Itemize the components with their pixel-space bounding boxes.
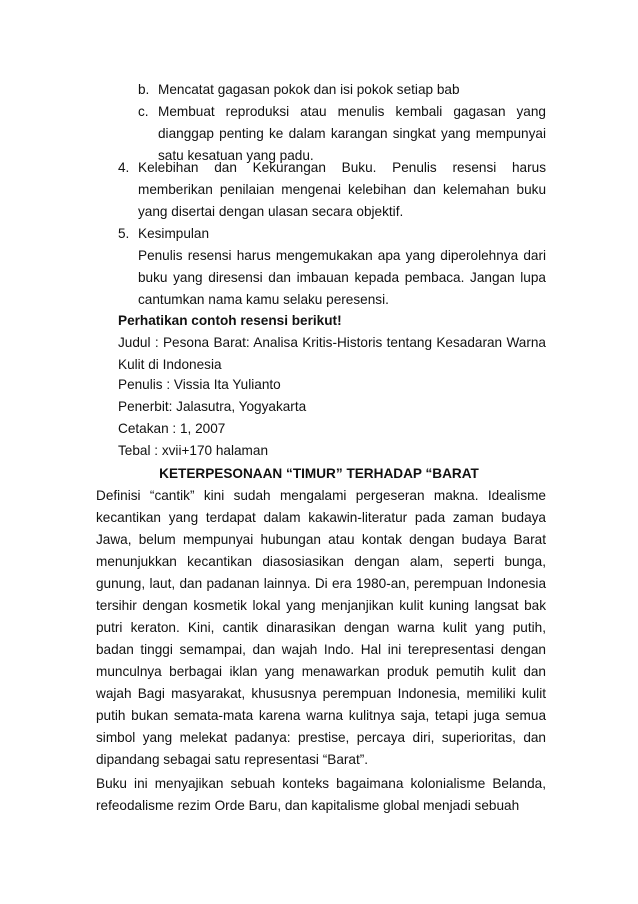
example-tebal: Tebal : xvii+170 halaman — [118, 443, 269, 458]
list-marker: 5. — [118, 226, 130, 241]
list-item-b — [138, 79, 546, 101]
list-item-heading: Kesimpulan — [138, 226, 210, 241]
article-paragraph-2: Buku ini menyajikan sebuah konteks bagaimana kolonialisme Belanda, refeodalisme rezim Orde Baru, dan kapitalisme global menjadi sebuah — [96, 776, 546, 813]
example-penulis: Penulis : Vissia Ita Yulianto — [118, 377, 281, 392]
example-cetakan: Cetakan : 1, 2007 — [118, 421, 226, 436]
list-item-text: Membuat reproduksi atau menulis kembali gagasan yang dianggap penting ke dalam karangan singkat yang mempunyai satu kesatuan yang padu. — [158, 104, 546, 163]
list-item-text: Penulis resensi harus mengemukakan apa yang diperolehnya dari buku yang diresensi dan imbauan kepada pembaca. Jangan lupa cantumkan nama kamu selaku peresensi. — [138, 248, 546, 307]
list-marker: c. — [138, 104, 149, 119]
article-paragraph-1: Definisi “cantik” kini sudah mengalami pergeseran makna. Idealisme kecantikan yang terdapat dalam kakawin-literatur pada zaman budaya Jawa, belum mempunyai hubungan atau kontak dengan budaya Barat menunjukkan kecantikan diasosiasikan dengan alam, seperti bunga, gunung, laut, dan padanan lainnya. Di era 1980-an, perempuan Indonesia tersihir dengan kosmetik lokal yang menjanjikan kulit kuning langsat bak putri keraton. Kini, cantik dinarasikan dengan warna kulit yang putih, badan tinggi semampai, dan wajah Indo. Hal ini terepresentasi dengan munculnya berbagai iklan yang menawarkan produk pemutih kulit dan wajah Bagi masyarakat, khususnya perempuan Indonesia, memiliki kulit putih bukan semata-mata karena warna kulitnya saja, tetapi juga semua simbol yang melekat padanya: prestise, percaya diri, superioritas, dan dipandang sebagai satu representasi “Barat”. — [96, 488, 546, 767]
list-item-4 — [118, 157, 546, 223]
article-title: KETERPESONAAN “TIMUR” TERHADAP “BARAT — [159, 466, 479, 481]
sub-list — [138, 79, 546, 167]
list-marker: 4. — [118, 160, 130, 175]
list-item-text: Kelebihan dan Kekurangan Buku. Penulis resensi harus memberikan penilaian mengenai kelebihan dan kelemahan buku yang disertai dengan ulasan secara objektif. — [138, 160, 546, 219]
list-item-5 — [118, 223, 546, 311]
example-penerbit: Penerbit: Jalasutra, Yogyakarta — [118, 399, 307, 414]
list-item-text: Mencatat gagasan pokok dan isi pokok setiap bab — [158, 82, 460, 97]
example-heading: Perhatikan contoh resensi berikut! — [118, 313, 342, 328]
example-judul: Judul : Pesona Barat: Analisa Kritis-Historis tentang Kesadaran Warna Kulit di Indonesia — [118, 335, 546, 372]
list-marker: b. — [138, 82, 150, 97]
